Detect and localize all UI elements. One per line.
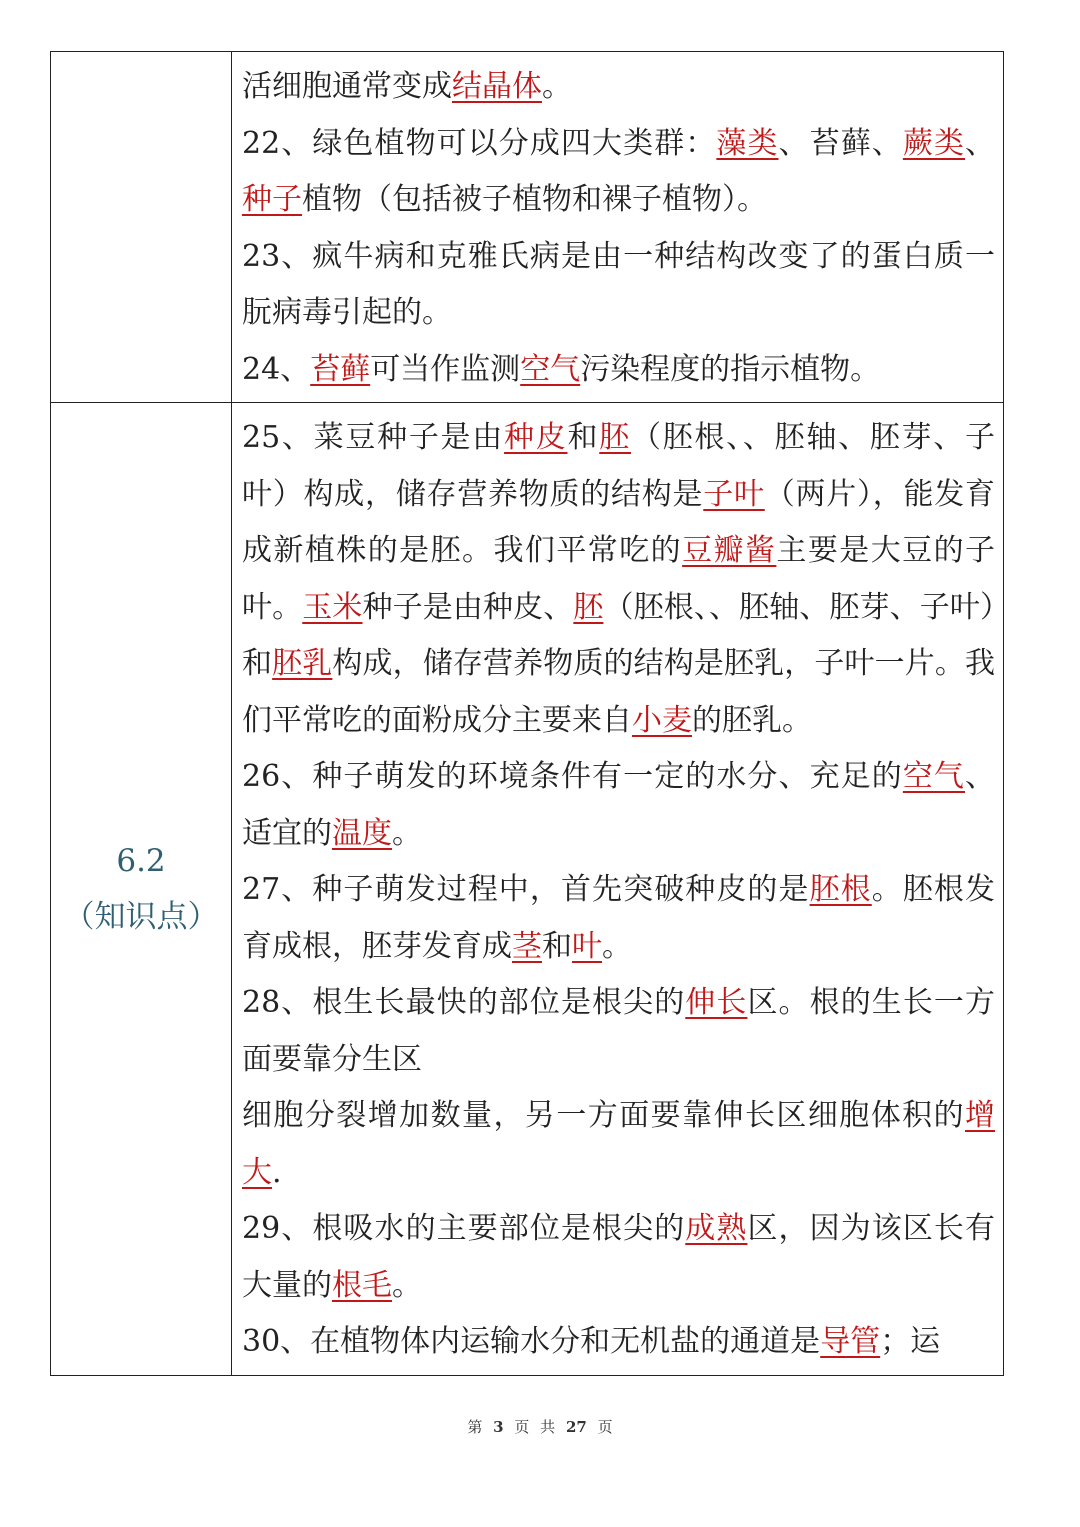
text-segment: 可当作监测 <box>370 351 521 387</box>
highlighted-term: 空气 <box>520 351 581 387</box>
text-segment: 。胚根发育成根，胚芽发育成 <box>242 872 996 964</box>
table-row <box>51 402 1003 1375</box>
highlighted-term: 豆瓣酱 <box>682 533 777 568</box>
text-segment: （胚根、、胚轴、胚芽、子叶）和 <box>242 589 996 681</box>
highlighted-term: 温度 <box>332 815 392 851</box>
footer-suffix: 页 <box>597 1418 613 1436</box>
text-segment: 26、种子萌发的环境条件有一定的水分、充足的 <box>242 759 903 794</box>
knowledge-point <box>242 59 995 116</box>
highlighted-term: 茎 <box>512 928 542 964</box>
knowledge-point <box>242 410 995 749</box>
page-footer <box>0 1416 1080 1437</box>
text-segment: 22、绿色植物可以分成四大类群： <box>242 125 717 161</box>
highlighted-term: 苔藓 <box>310 351 371 387</box>
text-segment: （胚根、、胚轴、胚芽、子叶）构成，储存营养物质的结构是 <box>242 420 996 512</box>
highlighted-term: 子叶 <box>703 476 765 512</box>
knowledge-point <box>242 749 995 862</box>
highlighted-term: 胚 <box>573 589 604 625</box>
text-segment: 、苔藓、 <box>778 125 903 161</box>
text-segment: 。 <box>392 815 422 851</box>
knowledge-point <box>242 1088 995 1201</box>
highlighted-term: 小麦 <box>632 702 692 738</box>
text-segment: 植物（包括被子植物和裸子植物）。 <box>302 182 767 217</box>
text-segment: 30、在植物体内运输水分和无机盐的通道是 <box>242 1324 821 1359</box>
text-segment: 27、种子萌发过程中，首先突破种皮的是 <box>242 872 810 907</box>
text-segment: 。 <box>602 928 632 964</box>
text-segment: . <box>272 1154 282 1190</box>
text-segment: 25、菜豆种子是由 <box>242 420 505 455</box>
highlighted-term: 种子 <box>242 182 302 217</box>
text-segment: 污染程度的指示植物。 <box>580 351 881 387</box>
footer-page-number: 3 <box>493 1418 504 1436</box>
knowledge-point <box>242 229 995 342</box>
highlighted-term: 胚 <box>599 420 631 455</box>
text-segment: 23、疯牛病和克雅氏病是由一种结构改变了的蛋白质一朊病毒引起的。 <box>242 238 995 330</box>
section-label-line: 6.2 <box>116 842 166 879</box>
highlighted-term: 结晶体 <box>452 69 542 104</box>
notes-table <box>50 51 1004 1376</box>
content-cell <box>232 403 1003 1375</box>
highlighted-term: 藻类 <box>716 125 779 161</box>
highlighted-term: 胚根 <box>809 872 872 907</box>
section-label-cell <box>51 52 232 402</box>
content-cell <box>232 52 1003 402</box>
knowledge-point <box>242 342 995 399</box>
highlighted-term: 玉米 <box>302 589 363 625</box>
highlighted-term: 导管 <box>820 1324 881 1359</box>
section-label-line: （知识点） <box>63 898 219 935</box>
knowledge-point <box>242 975 995 1088</box>
text-segment: 24、 <box>242 351 311 387</box>
text-segment: 和 <box>542 928 572 964</box>
footer-prefix: 第 <box>467 1418 483 1436</box>
knowledge-point <box>242 116 995 229</box>
highlighted-term: 成熟 <box>685 1211 748 1246</box>
text-segment: 、适宜的 <box>242 759 995 851</box>
text-segment: 和 <box>567 420 600 455</box>
highlighted-term: 胚乳 <box>272 646 333 681</box>
section-label-cell <box>51 403 232 1375</box>
highlighted-term: 增大 <box>242 1098 995 1190</box>
highlighted-term: 叶 <box>572 928 602 964</box>
text-segment: 活细胞通常变成 <box>242 69 452 104</box>
table-row <box>51 52 1003 402</box>
knowledge-point <box>242 1201 995 1314</box>
knowledge-point <box>242 862 995 975</box>
text-segment: 种子是由种皮、 <box>362 589 574 625</box>
knowledge-point <box>242 1314 995 1371</box>
highlighted-term: 根毛 <box>332 1267 392 1303</box>
highlighted-term: 种皮 <box>504 420 568 455</box>
text-segment: 29、根吸水的主要部位是根尖的 <box>242 1211 686 1246</box>
text-segment: 区。根的生长一方面要靠分生区 <box>242 985 996 1077</box>
text-segment: 。 <box>392 1267 422 1303</box>
text-segment: 区，因为该区长有大量的 <box>242 1211 996 1303</box>
footer-total-pages: 27 <box>565 1418 587 1436</box>
footer-middle: 页 共 <box>514 1418 556 1436</box>
text-segment: 主要是大豆的子叶。 <box>242 533 996 625</box>
text-segment: 构成，储存营养物质的结构是胚乳，子叶一片。我们平常吃的面粉成分主要来自 <box>242 646 995 738</box>
highlighted-term: 伸长 <box>685 985 748 1020</box>
highlighted-term: 蕨类 <box>902 125 966 161</box>
text-segment: 28、根生长最快的部位是根尖的 <box>242 985 686 1020</box>
text-segment: 细胞分裂增加数量，另一方面要靠伸长区细胞体积的 <box>242 1098 965 1133</box>
text-segment: 、 <box>965 125 996 161</box>
highlighted-term: 空气 <box>902 759 965 794</box>
text-segment: （两片），能发育成新植株的是胚。我们平常吃的 <box>242 476 995 568</box>
text-segment: 。 <box>542 69 572 104</box>
text-segment: ；运 <box>880 1324 941 1359</box>
text-segment: 的胚乳。 <box>692 702 812 738</box>
